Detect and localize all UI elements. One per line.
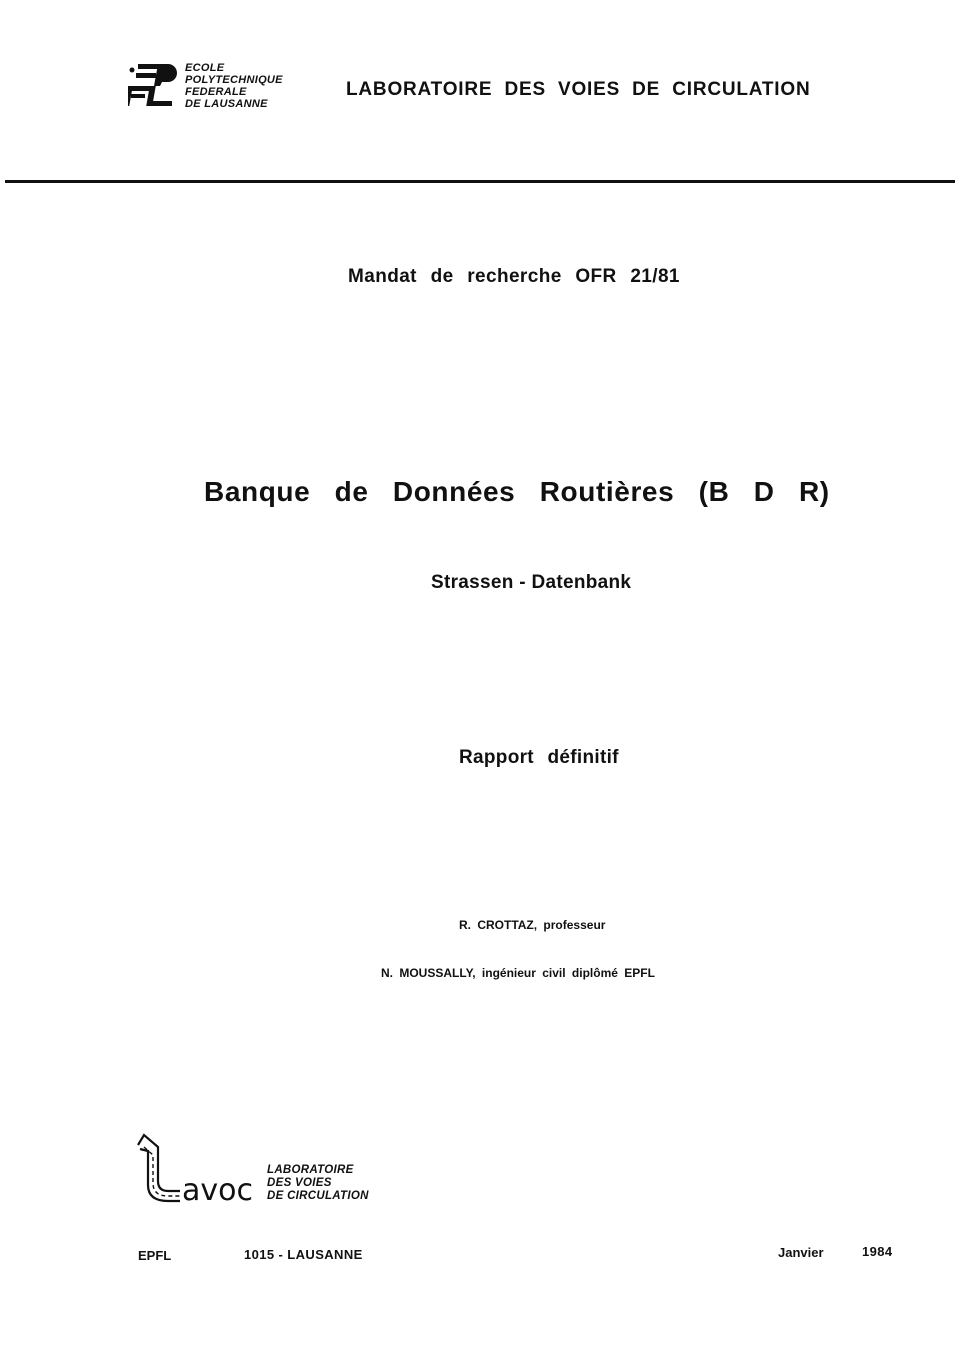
lavoc-logo-text: avoc bbox=[182, 1173, 253, 1203]
lab-name bbox=[267, 1164, 369, 1203]
institution-line: POLYTECHNIQUE bbox=[185, 74, 283, 86]
footer-year: 1984 bbox=[862, 1244, 893, 1259]
lab-name-line: DE CIRCULATION bbox=[267, 1190, 369, 1202]
epfl-logo bbox=[128, 62, 182, 108]
institution-name bbox=[185, 62, 325, 110]
institution-line: ECOLE bbox=[185, 62, 225, 74]
author-line: N. MOUSSALLY, ingénieur civil diplômé EPFL bbox=[381, 966, 655, 980]
document-title: Banque de Données Routières (B D R) bbox=[204, 476, 830, 507]
footer-institution: EPFL bbox=[138, 1248, 172, 1263]
footer-month: Janvier bbox=[778, 1245, 824, 1260]
footer-city: 1015 - LAUSANNE bbox=[244, 1247, 363, 1262]
institution-line: FEDERALE bbox=[185, 86, 247, 98]
lavoc-logo bbox=[136, 1133, 264, 1203]
lab-name-line: DES VOIES bbox=[267, 1177, 332, 1189]
lab-name-line: LABORATOIRE bbox=[267, 1164, 354, 1176]
document-subtitle: Strassen - Datenbank bbox=[431, 572, 632, 593]
header-divider bbox=[5, 180, 955, 183]
institution-line: DE LAUSANNE bbox=[185, 98, 268, 110]
report-type: Rapport définitif bbox=[459, 747, 619, 768]
mandate-line: Mandat de recherche OFR 21/81 bbox=[348, 266, 680, 287]
author-line: R. CROTTAZ, professeur bbox=[459, 918, 606, 932]
laboratory-title: LABORATOIRE DES VOIES DE CIRCULATION bbox=[346, 79, 811, 100]
